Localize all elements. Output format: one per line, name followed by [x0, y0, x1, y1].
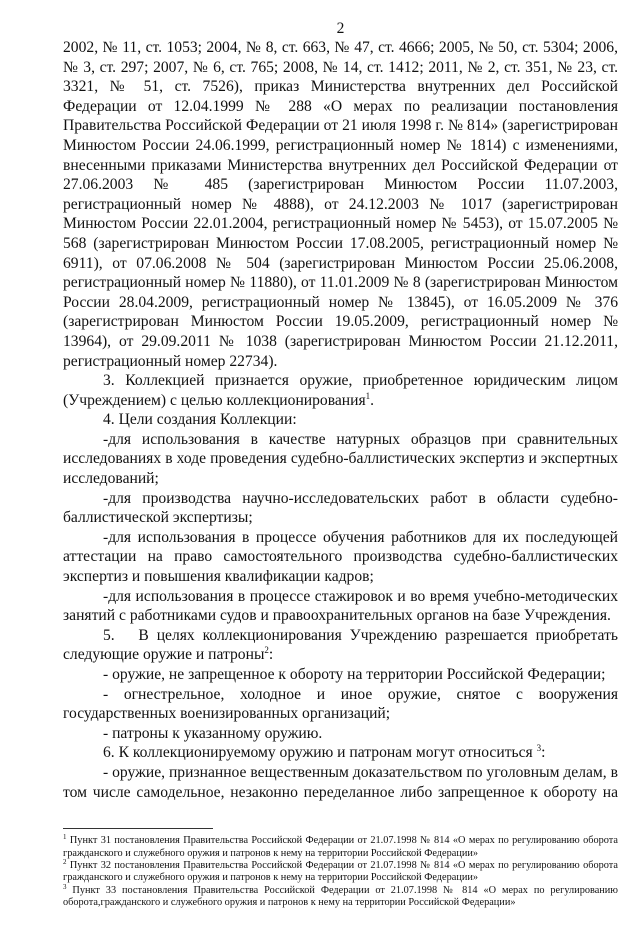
list-item: -для использования в процессе стажировок и во время учебно-методических занятий с работниками судов и правоохранительных органов на базе Учреждения.	[63, 587, 618, 625]
footnote-mark: 3	[63, 882, 67, 891]
paragraph-item-4: 4. Цели создания Коллекции:	[103, 411, 297, 429]
paragraph-tail: :	[541, 744, 546, 762]
paragraph-item-6	[63, 743, 618, 763]
footnote-text: Пункт 32 постановления Правительства Российской Федерации от 21.07.1998 № 814 «О мерах по регулированию оборота гражданского и служебного оружия и патронов к нему на территории Российской Федерации»	[63, 859, 618, 884]
footnote-ref[interactable]: 1	[365, 390, 371, 401]
footnote	[63, 835, 618, 860]
list-item: - огнестрельное, холодное и иное оружие, снятое с вооружения государственных военизированных организаций;	[63, 685, 618, 723]
footnote-text: Пункт 33 постановления Правительства Российской Федерации от 21.07.1998 № 814 «О мерах по регулированию оборота,гражданского и служебного оружия и патронов к нему на территории Российской Федерации»	[63, 884, 618, 909]
list-item: - патроны к указанному оружию.	[103, 724, 323, 742]
footnote-text: Пункт 31 постановления Правительства Российской Федерации от 21.07.1998 № 814 «О мерах по регулированию оборота гражданского и служебного оружия и патронов к нему на территории Российской Федерации»	[63, 835, 618, 859]
list-item: -для использования в процессе обучения работников для их последующей аттестации на право самостоятельного производства судебно-баллистических экспертиз и повышения квалификации кадров;	[63, 528, 618, 586]
page-number: 2	[336, 20, 345, 37]
footnote	[63, 882, 618, 910]
footnote-ref[interactable]: 3	[536, 743, 542, 754]
paragraph-tail: :	[268, 646, 274, 664]
paragraph-continuation: 2002, № 11, ст. 1053; 2004, № 8, ст. 663, № 47, ст. 4666; 2005, № 50, ст. 5304; 2006, № 3, ст. 297; 2007, № 6, ст. 765; 2008, № 14, ст. 1412; 2011, № 2, ст. 351, № 23, ст. 3321, № 51, ст. 7526), приказ Министерства внутренних дел Российской Федерации от 12.04.1999 № 288 «О мерах по реализации постановления Правительства Российской Федерации от 21 июля 1998 г. № 814» (зарегистрирован Минюстом России 24.06.1999, регистрационный номер № 1814) с изменениями, внесенными приказами Министерства внутренних дел Российской Федерации от 27.06.2003 № 485 (зарегистрирован Минюстом России 11.07.2003, регистрационный номер № 4888), от 24.12.2003 № 1017 (зарегистрирован Минюстом России 22.01.2004, регистрационный номер № 5453), от 15.07.2005 № 568 (зарегистрирован Минюстом России 17.08.2005, регистрационный номер № 6911), от 07.06.2008 № 504 (зарегистрирован Минюстом России 25.06.2008, регистрационный номер № 11880), от 11.01.2009 № 8 (зарегистрирован Минюстом России 28.04.2009, регистрационный номер № 13845), от 16.05.2009 № 376 (зарегистрирован Минюстом России 19.05.2009, регистрационный номер № 13964), от 29.09.2011 № 1038 (зарегистрирован Минюстом России 21.12.2011, регистрационный номер 22734).	[63, 39, 618, 370]
footnote	[63, 857, 618, 885]
list-item: -для производства научно-исследовательских работ в области судебно-баллистической экспертизы;	[63, 489, 618, 527]
document-body	[63, 38, 622, 802]
paragraph-tail: .	[370, 391, 375, 409]
paragraph-text: 6. К коллекционируемому оружию и патронам могут относиться	[103, 744, 537, 762]
footnote-mark: 2	[63, 857, 67, 866]
footnotes	[63, 835, 618, 909]
list-item: -для использования в качестве натурных образцов при сравнительных исследованиях в ходе проведения судебно-баллистических экспертиз и экспертных исследований;	[63, 430, 618, 488]
list-item: - оружие, не запрещенное к обороту на территории Российской Федерации;	[103, 666, 606, 683]
footnote-ref[interactable]: 2	[264, 645, 269, 656]
footnote-separator	[63, 828, 213, 829]
paragraph-text: 3. Коллекцией признается оружие, приобретенное юридическим лицом (Учреждением) с целью коллекционирования	[63, 372, 618, 409]
paragraph-item-3	[63, 371, 618, 410]
paragraph-text: 5. В целях коллекционирования Учреждению разрешается приобретать следующие оружие и патроны	[63, 626, 622, 664]
list-item: - оружие, признанное вещественным доказательством по уголовным делам, в том числе самодельное, незаконно переделанное либо запрещенное к обороту на	[63, 763, 618, 801]
paragraph-item-5	[63, 626, 622, 665]
footnote-mark: 1	[63, 833, 67, 842]
